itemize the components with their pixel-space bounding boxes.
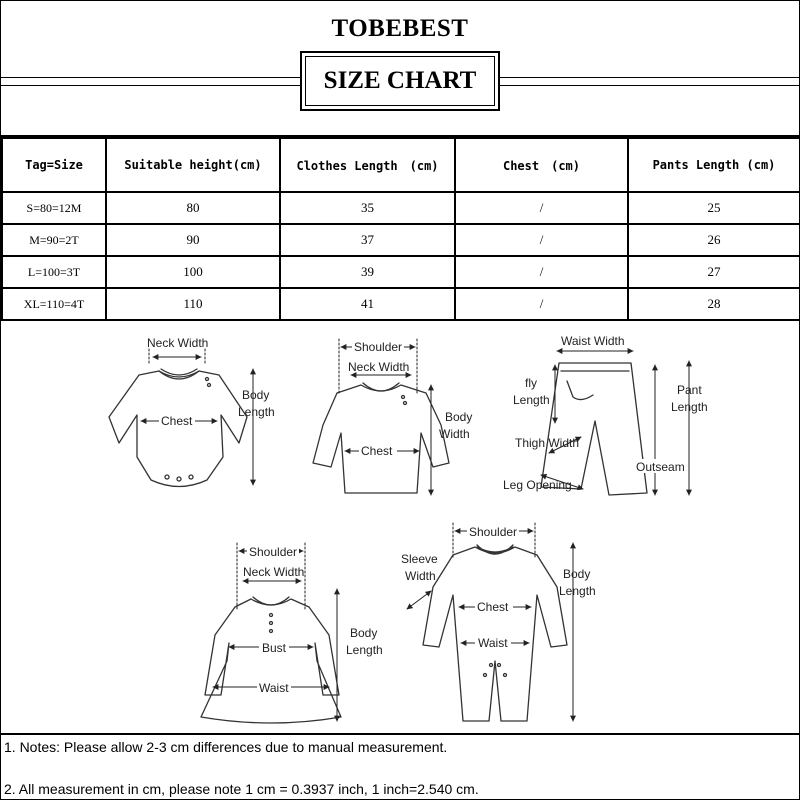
header-clothes-length: Clothes Length (cm) xyxy=(280,138,455,192)
label-pants-pant1: Pant xyxy=(677,383,702,397)
cell-clothes-length: 35 xyxy=(280,192,455,224)
cell-pants-length: 27 xyxy=(628,256,800,288)
cell-clothes-length: 37 xyxy=(280,224,455,256)
cell-pants-length: 25 xyxy=(628,192,800,224)
label-dress-waist: Waist xyxy=(259,681,289,695)
diagram-canvas xyxy=(1,325,799,733)
table-row xyxy=(2,256,800,288)
size-chart-title: SIZE CHART xyxy=(305,56,495,106)
cell-pants-length: 26 xyxy=(628,224,800,256)
size-table xyxy=(1,137,800,321)
table-header-row xyxy=(2,138,800,192)
label-top-body2: Width xyxy=(439,427,470,441)
note-conversion: 2. All measurement in cm, please note 1 cm = 0.3937 inch, 1 inch=2.540 cm. xyxy=(4,781,479,797)
measurement-diagrams xyxy=(1,325,799,735)
label-pants-waist: Waist Width xyxy=(561,334,625,348)
header-suitable-height: Suitable height(cm) xyxy=(106,138,280,192)
dress-drawing xyxy=(201,597,341,723)
label-top-shoulder: Shoulder xyxy=(354,340,403,354)
size-chart-title-box xyxy=(300,51,500,111)
cell-chest: / xyxy=(455,192,628,224)
note-tolerance: 1. Notes: Please allow 2-3 cm differences due to manual measurement. xyxy=(4,739,448,755)
diagram-labels xyxy=(147,334,708,695)
header xyxy=(1,1,799,137)
cell-chest: / xyxy=(455,288,628,320)
label-dress-bust: Bust xyxy=(262,641,287,655)
table-row xyxy=(2,288,800,320)
cell-clothes-length: 41 xyxy=(280,288,455,320)
cell-chest: / xyxy=(455,224,628,256)
label-bodysuit-chest: Chest xyxy=(161,414,193,428)
header-chest: Chest (cm) xyxy=(455,138,628,192)
brand-title: TOBEBEST xyxy=(331,15,469,42)
label-top-body1: Body xyxy=(445,410,473,424)
label-bodysuit-body2: Length xyxy=(238,405,275,419)
table-row xyxy=(2,224,800,256)
top-drawing xyxy=(313,383,449,493)
label-romper-waist: Waist xyxy=(478,636,508,650)
label-pants-thigh: Thigh Width xyxy=(515,436,580,450)
table-row xyxy=(2,192,800,224)
label-romper-body1: Body xyxy=(563,567,591,581)
cell-tag: M=90=2T xyxy=(2,224,106,256)
cell-tag: S=80=12M xyxy=(2,192,106,224)
cell-tag: L=100=3T xyxy=(2,256,106,288)
label-top-chest: Chest xyxy=(361,444,393,458)
label-dress-body2: Length xyxy=(346,643,383,657)
label-dress-body1: Body xyxy=(350,626,378,640)
label-romper-body2: Length xyxy=(559,584,596,598)
label-pants-fly1: fly xyxy=(525,376,537,390)
header-pants-length: Pants Length (cm) xyxy=(628,138,800,192)
cell-clothes-length: 39 xyxy=(280,256,455,288)
label-pants-leg: Leg Opening xyxy=(503,478,572,492)
label-dress-shoulder: Shoulder xyxy=(249,545,298,559)
label-bodysuit-neck: Neck Width xyxy=(147,336,209,350)
cell-pants-length: 28 xyxy=(628,288,800,320)
label-top-neck: Neck Width xyxy=(348,360,410,374)
cell-tag: XL=110=4T xyxy=(2,288,106,320)
pants-drawing xyxy=(541,363,647,495)
label-bodysuit-body1: Body xyxy=(242,388,270,402)
header-tag-size: Tag=Size xyxy=(2,138,106,192)
label-pants-fly2: Length xyxy=(513,393,550,407)
label-dress-neck: Neck Width xyxy=(243,565,305,579)
cell-height: 80 xyxy=(106,192,280,224)
label-pants-pant2: Length xyxy=(671,400,708,414)
label-romper-sleeve1: Sleeve xyxy=(401,552,438,566)
cell-height: 90 xyxy=(106,224,280,256)
label-romper-shoulder: Shoulder xyxy=(469,525,518,539)
romper-drawing xyxy=(423,545,567,721)
label-pants-outseam: Outseam xyxy=(636,460,685,474)
cell-height: 110 xyxy=(106,288,280,320)
label-romper-chest: Chest xyxy=(477,600,509,614)
label-romper-sleeve2: Width xyxy=(405,569,436,583)
cell-height: 100 xyxy=(106,256,280,288)
cell-chest: / xyxy=(455,256,628,288)
